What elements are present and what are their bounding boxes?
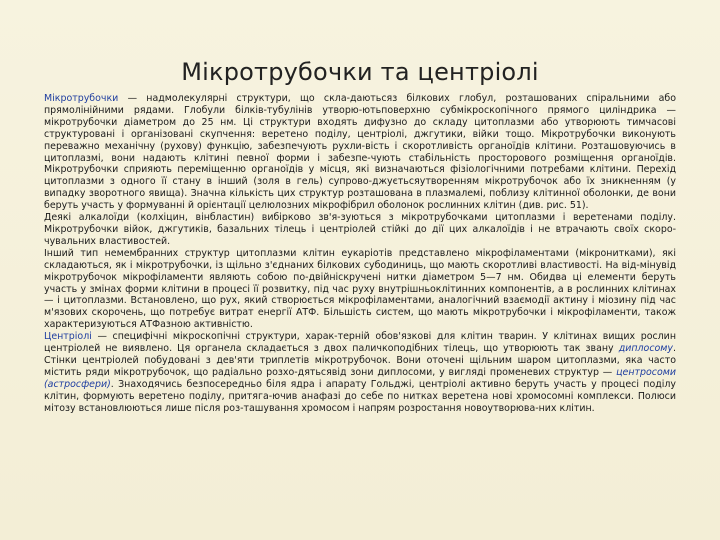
paragraph-text: — специфічні мікроскопічні структури, харак-терній обов'язкові для клітин тварин. У клітинах вищих рослин центріолей не виявлено. Ця органела складається з двох паличкоподібних тілець, що утворюють так звану — [44, 331, 676, 355]
paragraph-text: Деякі алкалоїди (колхіцин, вінбластин) вибірково зв'я-зуються з мікротрубочками цитоплазми і веретенами поділу. Мікротрубочки війок, джгутиків, базальних тілець і центріолей стійкі до дії цих алкалоїдів і не втрачають своїх скоро-чувальних властивостей. — [44, 212, 676, 247]
term-microtubules: Мікротрубочки — [44, 93, 119, 104]
paragraph-centrioles — [44, 331, 676, 414]
paragraph-microtubules — [44, 93, 676, 212]
slide-body — [44, 93, 676, 414]
paragraph-microfilaments — [44, 248, 676, 331]
slide-title: Мікротрубочки та центріолі — [181, 58, 539, 87]
paragraph-text: . Стінки центріолей побудовані з дев'яти триплетів мікротрубочок. Вони оточені щільним шаром цитоплазми, яка часто містить ряди мікротрубочок, що радіально розхо-дятьсявід зони диплосоми, у вигляді променевих структур — — [44, 343, 676, 378]
term-diplosome: диплосому — [618, 343, 673, 355]
paragraph-text: — надмолекулярні структури, що скла-даютьсяз білкових глобул, розташованих спіральними або прямолінійними рядами. Глобули білків-тубулінів утворю-ютьповерхню субмікроскопічного прямого циліндрика — мікротрубочки діаметром до 25 нм. Ці структури входять дифузно до складу цитоплазми або утворюють тимчасові структуровані і організовані скупчення: веретено поділу, центріолі, джгутики, війки тощо. Мікротрубочки виконують переважно механічну (рухову) функцію, забезпечують рухли-вість і скоротливість органоїдів клітини. Розташовуючись в цитоплазмі, вони надають клітині певної форми і забезпе-чують стабільність просторового розміщення органоїдів. Мікротрубочки сприяють переміщенню органоїдів у місця, які визначаються фізіологічними потребами клітини. Перехід цитоплазми з одного її стану в інший (золя в гель) супрово-джуєтьсяутворенням мікротрубочок або їх зникненням (у випадку зворотного явища). Значна кількість цих структур розташована в плазмалемі, поблизу клітинної оболонки, де вони беруть участь у формуванні й орієнтації целюлозних мікрофібрил оболонок рослинних клітин (див. рис. 51). — [44, 93, 676, 212]
paragraph-alkaloids — [44, 212, 676, 248]
paragraph-text: Інший тип немембранних структур цитоплазми клітин еукаріотів представлено мікрофіламентами (мікронитками), які складаються, як і мікротрубочки, із щільно з'єднаних білкових субодиниць, що мають скоротливі властивості. На від-мінувід мікротрубочок мікрофіламенти являють собою по-двійніскручені нитки діаметром 5—7 нм. Обидва ці елементи беруть участь у змінах форми клітини в процесі її розвитку, під час руху внутрішньоклітинних компонентів, а в рослинних клітинах — і цитоплазми. Встановлено, що рух, який створюється мікрофіламентами, аналогічний взаємодії актину і міозину під час м'язових скорочень, що потребує витрат енергії АТФ. Більшість систем, що мають мікротрубочки і мікрофіламенти, також характеризуються АТФазною активністю. — [44, 247, 676, 331]
paragraph-text: . Знаходячись безпосередньо біля ядра і апарату Гольджі, центріолі активно беруть участь у процесі поділу клітин, формують веретено поділу, притяга-ючив анафазі до себе по нитках веретена нові хромосомні комплекси. Полюси мітозу встановлюються лише після роз-ташування хромосом і напрям розростання новоутворюва-них клітин. — [44, 378, 676, 414]
term-centrosome: центросоми (астросфери) — [44, 366, 676, 390]
term-centrioles: Центріолі — [44, 331, 92, 343]
